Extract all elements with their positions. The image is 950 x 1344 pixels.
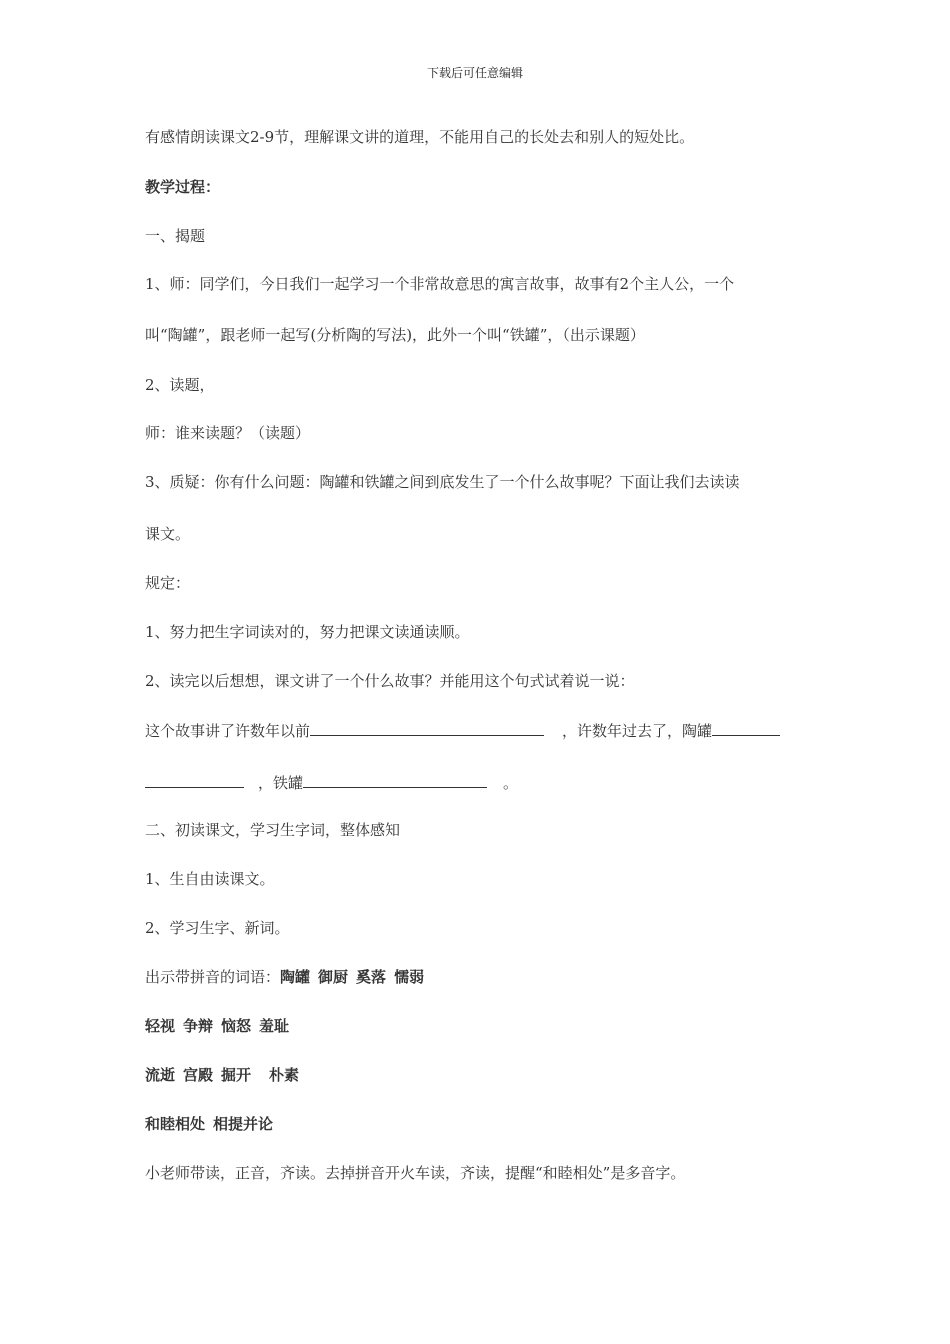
teacher-question: 师：谁来读题？（读题）	[145, 424, 311, 442]
step-read-title: 2、读题，	[145, 376, 215, 394]
vocab-word: 恼怒	[221, 1017, 252, 1035]
vocab-word: 御厨	[318, 968, 349, 986]
step-question: 3、质疑：你有什么问题：陶罐和铁罐之间到底发生了一个什么故事呢？下面让我们去读读	[145, 473, 740, 491]
step-question-cont: 课文。	[145, 525, 191, 543]
fill-text-c: ，铁罐	[258, 774, 304, 792]
fill-text-b: ，许数年过去了，陶罐	[562, 722, 713, 740]
objective-text: 有感情朗读课文2-9节，理解课文讲的道理，不能用自己的长处去和别人的短处比。	[145, 128, 695, 146]
vocab-word: 懦弱	[394, 968, 425, 986]
vocab-word: 奚落	[356, 968, 387, 986]
word-list-row-2	[145, 1016, 297, 1036]
fill-text-d: 。	[503, 774, 519, 792]
vocab-word: 掘开	[221, 1066, 252, 1084]
blank-field	[310, 720, 544, 736]
vocab-word: 流逝	[145, 1066, 176, 1084]
word-list-row-1	[145, 967, 432, 987]
fill-blank-line-1	[145, 720, 780, 741]
requirement-2: 2、读完以后想想，课文讲了一个什么故事？并能用这个句式试着说一说：	[145, 672, 635, 690]
paragraph-1-cont: 叫“陶罐”，跟老师一起写(分析陶的写法)，此外一个叫“铁罐”，（出示课题）	[145, 326, 645, 344]
word-list-intro: 出示带拼音的词语：	[145, 968, 281, 986]
page-header: 下载后可任意编辑	[426, 66, 523, 80]
blank-field	[303, 772, 487, 788]
step-learn-words: 2、学习生字、新词。	[145, 919, 290, 937]
fill-blank-line-2	[145, 772, 518, 793]
vocab-word: 羞耻	[259, 1017, 290, 1035]
section-heading-1: 一、揭题	[145, 227, 206, 245]
vocab-word: 轻视	[145, 1017, 176, 1035]
vocab-word: 宫殿	[183, 1066, 214, 1084]
blank-field	[145, 772, 244, 788]
teaching-note: 小老师带读，正音，齐读。去掉拼音开火车读，齐读，提醒“和睦相处”是多音字。	[145, 1164, 686, 1182]
vocab-word: 朴素	[269, 1066, 300, 1084]
paragraph-1: 1、师：同学们，今日我们一起学习一个非常故意思的寓言故事，故事有2个主人公，一个	[145, 275, 735, 293]
word-list-row-4	[145, 1114, 281, 1134]
requirement-1: 1、努力把生字词读对的，努力把课文读通读顺。	[145, 623, 470, 641]
step-free-read: 1、生自由读课文。	[145, 870, 275, 888]
vocab-word: 争辩	[183, 1017, 214, 1035]
word-list-row-3	[145, 1065, 307, 1085]
vocab-word: 陶罐	[280, 968, 311, 986]
section-heading-2: 二、初读课文，学习生字词，整体感知	[145, 821, 401, 839]
requirements-label: 规定：	[145, 574, 191, 592]
fill-text-a: 这个故事讲了许数年以前	[145, 722, 311, 740]
vocab-word: 和睦相处	[145, 1115, 206, 1133]
vocab-word: 相提并论	[213, 1115, 274, 1133]
blank-field	[712, 720, 780, 736]
section-heading-process: 教学过程：	[145, 178, 221, 196]
